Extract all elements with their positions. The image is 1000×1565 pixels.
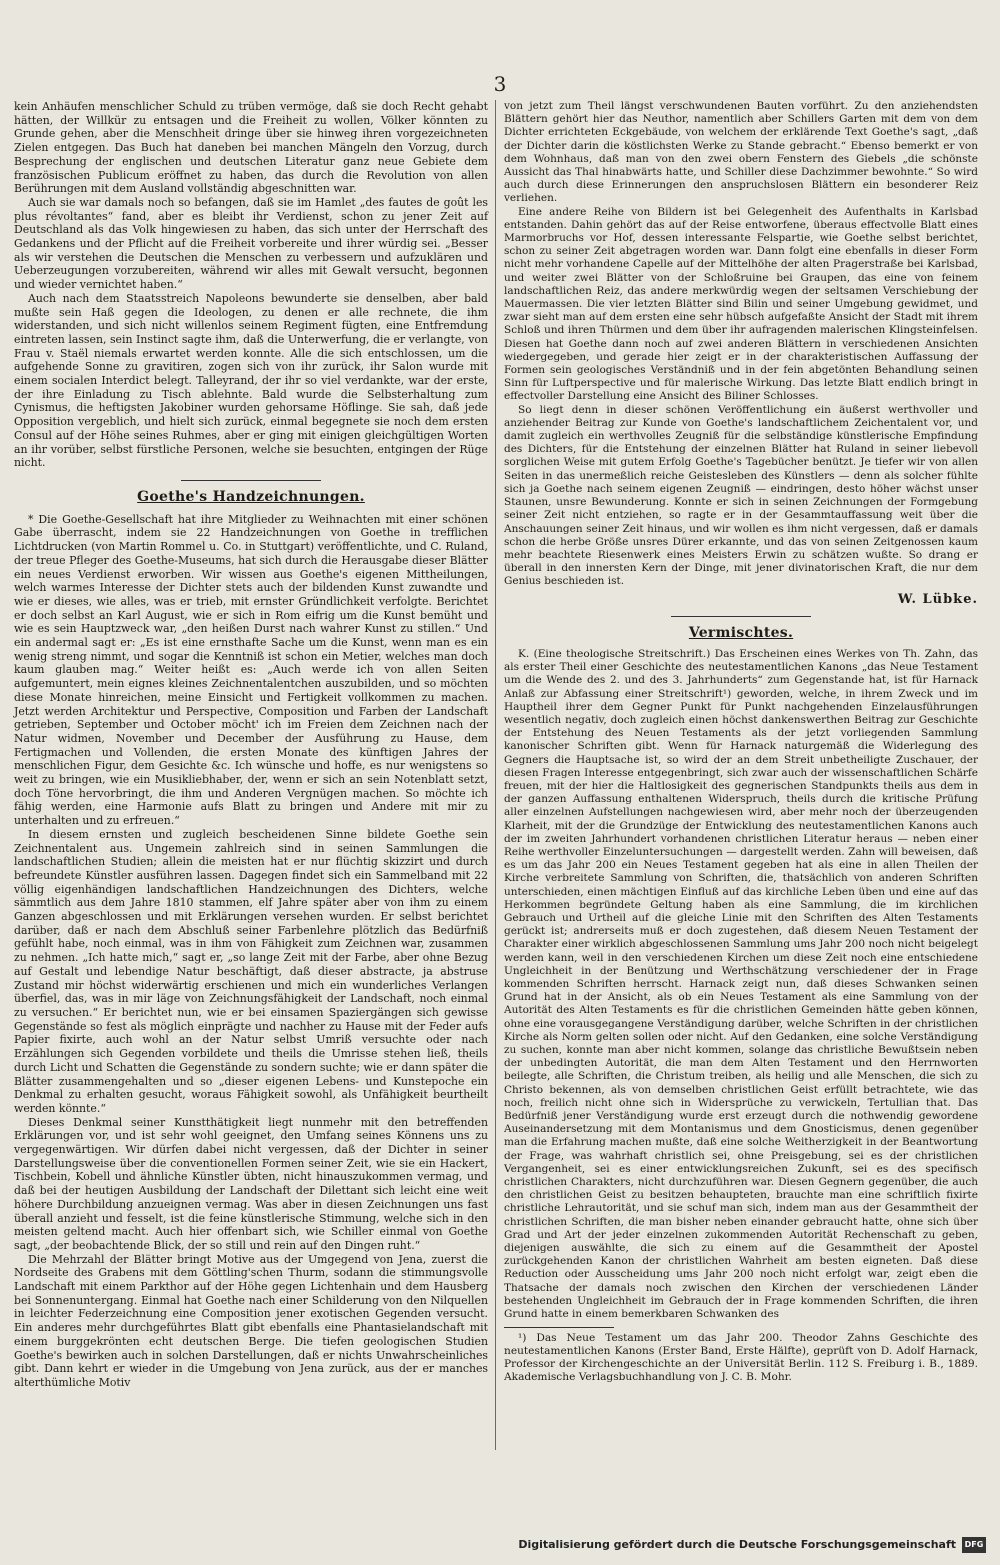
- paragraph: * Die Goethe-Gesellschaft hat ihre Mitglieder zu Weihnachten mit einer schönen Gabe überrascht, indem sie 22 Handzeichnungen von Goethe in trefflichen Lichtdrucken (von Martin Rommel u. Co. in Stuttgart) veröffentlichte, und C. Ruland, der treue Pfleger des Goethe-Museums, hat sich durch die Herausgabe dieser Blätter ein neues Verdienst erworben. Wir wissen aus Goethe's eigenen Mittheilungen, welch warmes Interesse der Dichter stets auch der bildenden Kunst zuwandte und wie er dieses, wie alles, was er trieb, mit ernster Gründlichkeit verfolgte. Berichtet er doch selbst an Karl August, wie er sich in Rom eifrig um die Kunst bemüht und wie es sein Hauptzweck war, „den heißen Durst nach wahrer Kunst zu stillen.“ Und ein andermal sagt er: „Es ist eine ernsthafte Sache um die Kunst, wenn man es ein wenig streng nimmt, und sogar die Kenntniß ist schon ein Metier, welches man doch kaum glauben mag.“ Weiter heißt es: „Auch werde ich von allen Seiten aufgemuntert, mein eignes kleines Zeichnentalentchen auszubilden, und so möchten diese Monate hinreichen, meine Einsicht und Fertigkeit vollkommen zu machen. Jetzt werden Architektur und Perspective, Composition und Farben der Landschaft getrieben, September und October möcht' ich im Freien dem Zeichnen nach der Natur widmen, November und December der Ausführung zu Hause, dem Fertigmachen und Vollenden, die ersten Monate des künftigen Jahres der menschlichen Figur, dem Gesichte &c. Ich wünsche und hoffe, es nur wenigstens so weit zu bringen, wie ein Musikliebhaber, der, wenn er sich an sein Notenblatt setzt, doch Töne hervorbringt, die ihm und Anderen Vergnügen machen. So möchte ich fähig werden, eine Harmonie aufs Blatt zu bringen und Andere mit mir zu unterhalten und zu erfreuen.“: [14, 512, 488, 828]
- footnote: ¹) Das Neue Testament um das Jahr 200. Theodor Zahns Geschichte des neutestamentlichen Kanons (Erster Band, Erste Hälfte), geprüft von D. Adolf Harnack, Professor der Kirchengeschichte an der Universität Berlin. 112 S. Freiburg i. B., 1889. Akademische Verlagsbuchhandlung von J. C. B. Mohr.: [504, 1332, 978, 1384]
- footnote-rule: [504, 1327, 614, 1328]
- paragraph: Die Mehrzahl der Blätter bringt Motive aus der Umgegend von Jena, zuerst die Nordseite des Grabens mit dem Göttling'schen Thurm, sodann die stimmungsvolle Landschaft mit einem Parkthor auf der Höhe gegen Lichtenhain und dem Hausberg bei Sonnenuntergang. Einmal hat Goethe nach einer Schilderung von den Nilquellen in leichter Federzeichnung eine Composition jener exotischen Gegenden versucht. Ein anderes mehr durchgeführtes Blatt gibt ebenfalls eine Phantasielandschaft mit einem burggekrönten echt deutschen Berge. Die tiefen geologischen Studien Goethe's bewirken auch in solchen Darstellungen, daß er nichts Unwahrscheinliches gibt. Dann kehrt er wieder in die Umgebung von Jena zurück, aus der er manches alterthümliche Motiv: [14, 1252, 488, 1389]
- paragraph: kein Anhäufen menschlicher Schuld zu trüben vermöge, daß sie doch Recht gehabt hätten, der Willkür zu entsagen und die Freiheit zu wollen, Völker könnten zu Grunde gehen, aber die Menschheit dringe über sie hinweg ihren vorgezeichneten Zielen entgegen. Das Buch hat daneben bei manchen Mängeln den Vorzug, durch Besprechung der englischen und deutschen Literatur ganz neue Gebiete dem französischen Publicum eröffnet zu haben, das durch die Revolution von allen Berührungen mit dem Ausland vollständig abgeschnitten war.: [14, 100, 488, 196]
- dfg-logo-icon: DFG: [962, 1537, 986, 1553]
- digitization-credit: Digitalisierung gefördert durch die Deutsche Forschungsgemeinschaft: [518, 1538, 956, 1551]
- section-divider: [671, 616, 811, 617]
- section-heading: Goethe's Handzeichnungen.: [137, 488, 365, 505]
- right-column: [504, 100, 978, 1384]
- section-divider: [181, 480, 321, 481]
- paragraph: Eine andere Reihe von Bildern ist bei Gelegenheit des Aufenthalts in Karlsbad entstanden. Dahin gehört das auf der Reise entworfene, überaus effectvolle Blatt eines Marmorbruchs vor Hof, dessen interessante Felspartie, wie Goethe selbst berichtet, schon zu seiner Zeit abgetragen worden war. Dann folgt eine ebenfalls in dieser Form nicht mehr vorhandene Capelle auf der Mittelhöhe der alten Pragerstraße bei Karlsbad, und weiter zwei Blätter von der Schloßruine bei Graupen, das eine von feinem landschaftlichen Reiz, das andere merkwürdig wegen der seltsamen Verschiebung der Mauermassen. Die vier letzten Blätter sind Bilin und seiner Umgebung gewidmet, und zwar sieht man auf dem ersten eine sehr hübsch aufgefaßte Ansicht der Stadt mit ihrem Schloß und ihren Thürmen und dem über ihr aufragenden malerischen Klingsteinfelsen. Diesen hat Goethe dann noch auf zwei anderen Blättern in verschiedenen Ansichten wiedergegeben, und gerade hier zeigt er in der charakteristischen Auffassung der Formen sein geologisches Verständniß und in der fein abgetönten Behandlung seinen Sinn für Luftperspective und für malerische Wirkung. Das letzte Blatt endlich bringt in effectvoller Darstellung eine Ansicht des Biliner Schlosses.: [504, 205, 978, 403]
- paragraph: Auch sie war damals noch so befangen, daß sie im Hamlet „des fautes de goût les plus révoltantes“ fand, aber es bleibt ihr Verdienst, schon zu jener Zeit auf Deutschland als das Volk hingewiesen zu haben, das sich unter der Herrschaft des Gedankens und der Pflicht auf die Freiheit vorbereite und ihrer würdig sei. „Besser als wir verstehen die Deutschen die Menschen zu verbessern und aufzuklären und Ueberzeugungen vorzubereiten, während wir alles mit Gewalt versucht, begonnen und wieder vernichtet haben.“: [14, 195, 488, 292]
- paragraph: K. (Eine theologische Streitschrift.) Das Erscheinen eines Werkes von Th. Zahn, das als erster Theil einer Geschichte des neutestamentlichen Kanons „das Neue Testament um die Wende des 2. und des 3. Jahrhunderts“ zum Gegenstande hat, ist für Harnack Anlaß zur Abfassung einer Streitschrift¹) geworden, welche, in ihrem Zweck und im Hauptheil ihrer dem Gegner Punkt für Punkt nachgehenden Einzelausführungen wesentlich negativ, doch zugleich einen höchst dankenswerthen Beitrag zur Geschichte der Entstehung des Neuen Testaments als der jetzt vorliegenden Sammlung kanonischer Schriften gibt. Wenn für Harnack naturgemäß die Widerlegung des Gegners die Hauptsache ist, so wird der an dem Streit unbetheiligte Zuschauer, der diesen Fragen Interesse entgegenbringt, sich zwar auch der wissenschaftlichen Schärfe freuen, mit der hier die Haltlosigkeit des gegnerischen Standpunkts theils aus dem in der ganzen Auffassung enthaltenen Widerspruch, theils durch die kritische Prüfung aller einzelnen Aufstellungen nachgewiesen wird, aber mehr noch der überzeugenden Klarheit, mit der die Grundzüge der Entwicklung des neutestamentlichen Kanons auch der im zweiten Jahrhundert vorhandenen christlichen Literatur heraus — neben einer Reihe werthvoller Einzeluntersuchungen — dargestellt werden. Zahn will beweisen, daß es um das Jahr 200 ein Neues Testament gegeben hat als eine in allen Theilen der Kirche verbreitete Sammlung von Schriften, die, thatsächlich von anderen Schriften unterschieden, einen mächtigen Einfluß auf das kirchliche Leben üben und eine auf das Herkommen begründete Geltung haben als eine Sammlung, die im kirchlichen Gebrauch und Urtheil auf die gleiche Linie mit den Schriften des Alten Testaments gerückt ist; andrerseits muß er doch zugestehen, daß diesem Neuen Testament der Charakter einer wirklich abgeschlossenen Sammlung ums Jahr 200 noch nicht beigelegt werden kann, weil in den verschiedenen Kirchen um diese Zeit noch eine entschiedene Ungleichheit in der Benützung und Werthschätzung verschiedener der in Frage kommenden Schriften herrscht. Harnack zeigt nun, daß dieses Schwanken seinen Grund hat in der Ansicht, als ob ein Neues Testament als eine Sammlung von der Autorität des Alten Testaments es für die christlichen Gemeinden hätte geben können, ohne eine vorausgegangene Verständigung darüber, welche Schriften in der christlichen Kirche als Norm gelten sollen oder nicht. Auf den Gedanken, eine solche Verständigung zu suchen, konnte man aber nicht kommen, solange das christliche Bewußtsein neben der unbedingten Autorität, die man dem Alten Testament und den Herrnworten beilegte, alle Schriften, die Christum treiben, als heilig und alle Menschen, die sich zu Christo bekennen, als von demselben christlichen Geist erfüllt betrachtete, wie das noch, freilich nicht ohne sich in Widersprüche zu verwickeln, Tertullian that. Das Bedürfniß jener Verständigung wurde erst erzeugt durch die nothwendig gewordene Auseinandersetzung mit dem Montanismus und dem Gnosticismus, denen gegenüber man die Erfahrung machen mußte, daß eine solche Weitherzigkeit in der Beantwortung der Frage, was wahrhaft christlich sei, ohne Preisgebung, sei es der christlichen Vergangenheit, sei es einer entwicklungsreichen Zukunft, sei es des specifisch christlichen Charakters, nicht durchzuführen war. Diesen Gegnern gegenüber, die auch den christlichen Geist zu besitzen behaupteten, brauchte man eine schriftlich fixirte christliche Lehrautorität, und sie schuf man sich, indem man aus der Gesammtheit der christlichen Schriften, die man bisher neben einander gebraucht hatte, ohne sich über Grad und Art der jeder einzelnen zukommenden Autorität Rechenschaft zu geben, diejenigen auswählte, die sich zu einem auf die Gesammtheit der Apostel zurückgehenden Kanon der christlichen Wahrheit am besten eigneten. Daß diese Reduction oder Ausscheidung ums Jahr 200 noch nicht erfolgt war, zeigt eben die Thatsache der damals noch zwischen den Kirchen der verschiedenen Länder bestehenden Ungleichheit im Gebrauch der in Frage kommenden Schriften, die ihren Grund hatte in einem bemerkbaren Schwanken des: [504, 647, 978, 1321]
- paragraph: von jetzt zum Theil längst verschwundenen Bauten vorführt. Zu den anziehendsten Blättern gehört hier das Neuthor, namentlich aber Schillers Garten mit dem von dem Dichter errichteten Eckgebäude, von welchem der erklärende Text Goethe's sagt, „daß der Dichter darin die köstlichsten Werke zu Stande gebracht.“ Ebenso bemerkt er von dem Wohnhaus, daß man von den zwei obern Fenstern des Giebels „die schönste Aussicht das Thal hinabwärts hatte, und Schiller diese Dachzimmer bewohnte.“ So wird auch durch diese Erinnerungen den anspruchslosen Blättern ein besonderer Reiz verliehen.: [504, 100, 978, 205]
- paragraph: Dieses Denkmal seiner Kunstthätigkeit liegt nunmehr mit den betreffenden Erklärungen vor, und ist sehr wohl geeignet, den Umfang seines Könnens uns zu vergegenwärtigen. Wir dürfen dabei nicht vergessen, daß der Dichter in seiner Darstellungsweise über die conventionellen Formen seiner Zeit, wie sie ein Hackert, Tischbein, Kobell und ähnliche Künstler übten, nicht hinauszukommen vermag, und daß bei der heutigen Ausbildung der Landschaft der Dilettant sich leicht eine weit höhere Durchbildung anzueignen vermag. Was aber in diesen Zeichnungen uns fast überall anzieht und fesselt, ist die feine künstlerische Stimmung, welche sich in den meisten geltend macht. Auch hier offenbart sich, wie Schiller einmal von Goethe sagt, „der beobachtende Blick, der so still und rein auf den Dingen ruht.“: [14, 1115, 488, 1252]
- paragraph: So liegt denn in dieser schönen Veröffentlichung ein äußerst werthvoller und anziehender Beitrag zur Kunde von Goethe's landschaftlichem Zeichentalent vor, und damit zugleich ein werthvolles Zeugniß für die selbständige künstlerische Empfindung des Dichters, für die Entstehung der einzelnen Blätter hat Ruland in seiner liebevoll sorglichen Weise mit gutem Erfolg Goethe's Tagebücher benützt. Je tiefer wir von allen Seiten in das unermeßlich reiche Geistesleben des Künstlers — denn als solcher fühlte sich ja Goethe nach seinem eigenen Zeugniß — eindringen, desto höher wächst unser Staunen, unsre Bewunderung. Konnte er sich in seinen Zeichnungen der Formgebung seiner Zeit nicht entziehen, so ragte er in der Gesammtauffassung weit über die Anschauungen seiner Zeit hinaus, und wir wollen es ihm nicht vergessen, daß er damals schon die herbe Größe unsres Dürer erkannte, und das von seinen Zeitgenossen kaum mehr beachtete Riesenwerk eines Meisters Erwin zu schätzen wußte. So drang er überall in den innersten Kern der Dinge, mit jener divinatorischen Kraft, die nur dem Genius beschieden ist.: [504, 403, 978, 588]
- left-column: [14, 100, 488, 1390]
- column-divider: [495, 100, 496, 1450]
- author-signature: W. Lübke.: [897, 591, 978, 607]
- paragraph: Auch nach dem Staatsstreich Napoleons bewunderte sie denselben, aber bald mußte sein Haß gegen die Ideologen, zu denen er alle rechnete, die ihm widerstanden, und sich nicht willenlos seinem Regiment fügten, eine Entfremdung eintreten lassen, sein Instinct sagte ihm, daß die Unterwerfung, die er verlangte, von Frau v. Staël niemals erwartet werden konnte. Alle die sich entschlossen, um die aufgehende Sonne zu gravitiren, zogen sich von ihr zurück, ihr Salon wurde mit einem socialen Interdict belegt. Talleyrand, der ihr so viel verdankte, war der erste, der ihre Einladung zu Tisch ablehnte. Bald wurde die Selbsterhaltung zum Cynismus, die heftigsten Jakobiner wurden gehorsame Höflinge. Sie sah, daß jede Opposition vergeblich, und hielt sich zurück, einmal begegnete sie noch dem ersten Consul auf der Höhe seines Ruhmes, aber er ging mit einigen gleichgültigen Worten an ihr vorüber, selbst fürstliche Personen, welche sie besuchten, entgingen der Rüge nicht.: [14, 291, 488, 470]
- section-heading: Vermischtes.: [688, 624, 794, 641]
- page-number: 3: [493, 72, 507, 96]
- paragraph: In diesem ernsten und zugleich bescheidenen Sinne bildete Goethe sein Zeichnentalent aus. Ungemein zahlreich sind in seinen Sammlungen die landschaftlichen Studien; allein die meisten hat er nur flüchtig skizzirt und durch befreundete Künstler ausführen lassen. Dagegen findet sich ein Sammelband mit 22 völlig eigenhändigen landschaftlichen Handzeichnungen des Dichters, welche sämmtlich aus dem Jahre 1810 stammen, elf Jahre später aber von ihm zu einem Ganzen abgeschlossen und mit Erklärungen versehen wurden. Er selbst berichtet darüber, daß er nach dem Abschluß seiner Farbenlehre plötzlich das Bedürfniß gefühlt habe, noch einmal, was in ihm von Fähigkeit zum Zeichnen war, zusammen zu nehmen. „Ich hatte mich,“ sagt er, „so lange Zeit mit der Farbe, aber ohne Bezug auf Gestalt und lebendige Natur beschäftigt, daß dieser abstracte, ja abstruse Zustand mir höchst widerwärtig erschienen und mich ein wunderliches Verlangen überfiel, das, was in mir läge von Zeichnungsfähigkeit der Landschaft, noch einmal zu versuchen.“ Er berichtet nun, wie er bei einsamen Spaziergängen sich gewisse Gegenstände so fest als möglich einprägte und nachher zu Hause mit der Feder aufs Papier fixirte, auch wohl an der Natur selbst Umriß versuchte oder nach Erzählungen sich Gegenden vorbildete und theils die Umrisse stehen ließ, theils durch Licht und Schatten die Gegenstände zu sondern suchte; wie er dann später die Blätter zusammengehalten und so „dieser eigenen Lebens- und Kunstepoche ein Denkmal zu erhalten gesucht, woraus Fähigkeit sowohl, als Unfähigkeit beurtheilt werden könnte.“: [14, 827, 488, 1115]
